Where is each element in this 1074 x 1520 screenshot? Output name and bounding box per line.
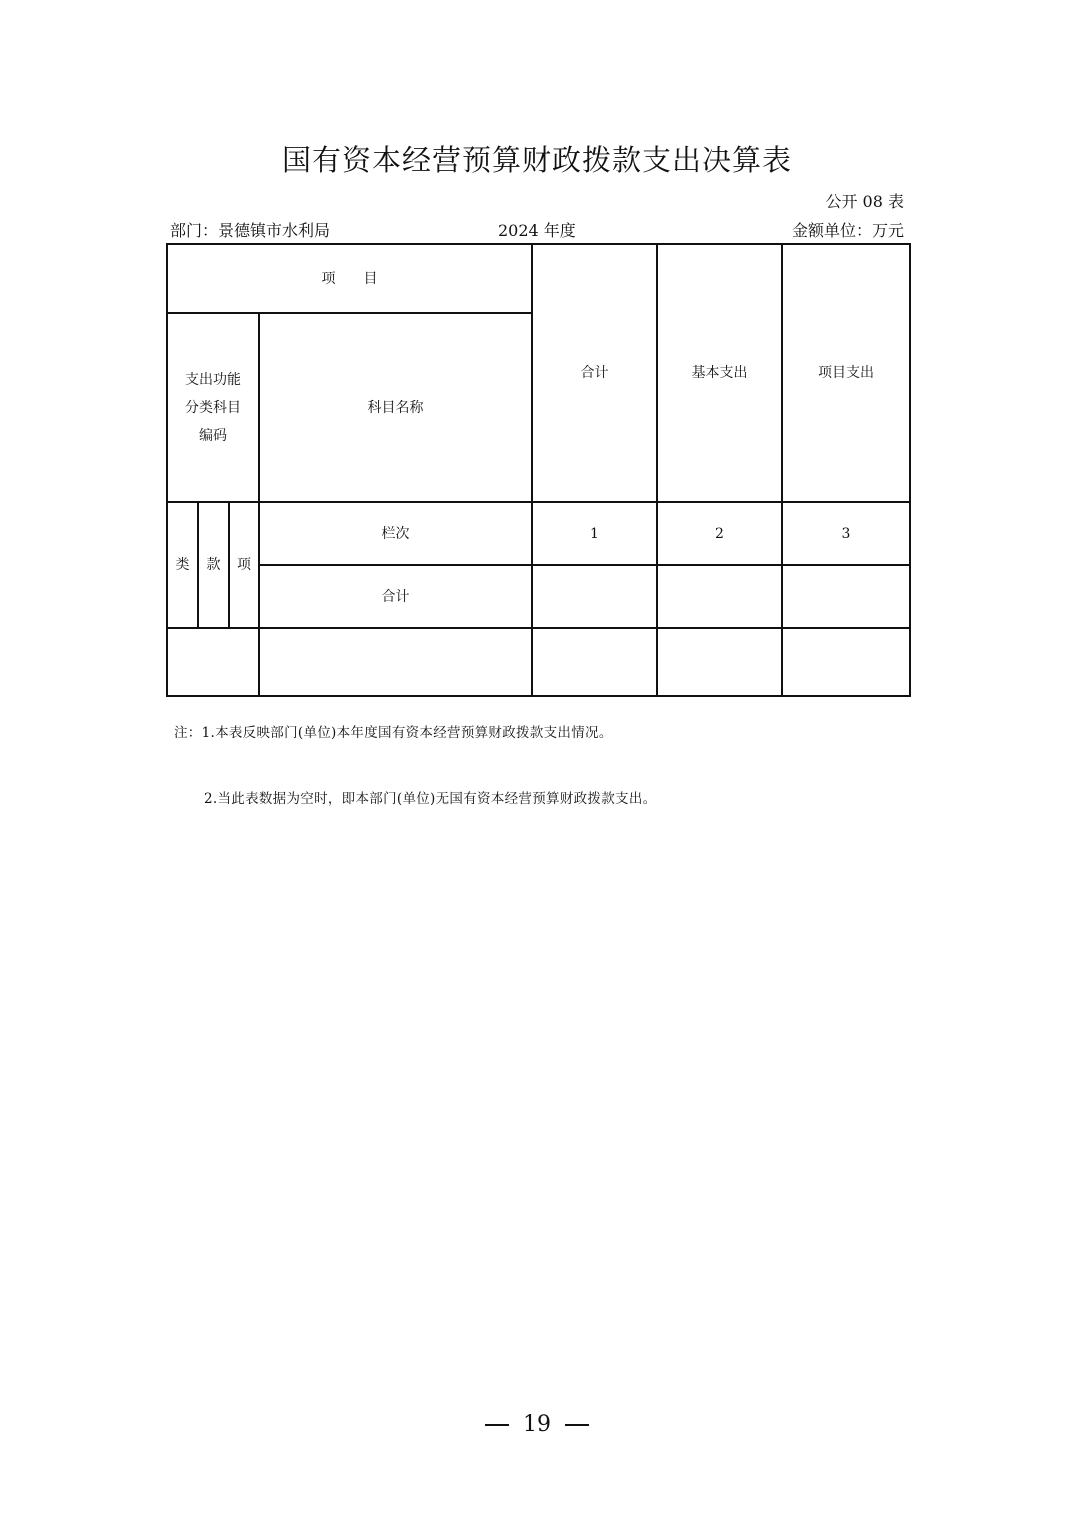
column-number-1: 1 xyxy=(532,502,657,565)
header-total: 合计 xyxy=(532,244,657,502)
empty-total-cell xyxy=(532,628,657,696)
header-code-line-1: 支出功能 xyxy=(185,371,241,388)
form-number: 公开 08 表 xyxy=(825,192,904,211)
column-number-2: 2 xyxy=(657,502,782,565)
row-total-label: 合计 xyxy=(259,565,532,628)
fiscal-year: 2024 年度 xyxy=(498,221,576,240)
note-1: 注：1.本表反映部门(单位)本年度国有资本经营预算财政拨款支出情况。 xyxy=(174,725,613,741)
page-footer xyxy=(0,1412,1074,1437)
total-cell-total xyxy=(532,565,657,628)
header-subject-name: 科目名称 xyxy=(259,313,532,502)
note-2: 2.当此表数据为空时，即本部门(单位)无国有资本经营预算财政拨款支出。 xyxy=(204,791,657,807)
empty-project-cell xyxy=(782,628,910,696)
page-title: 国有资本经营预算财政拨款支出决算表 xyxy=(281,143,792,177)
header-item: 项 目 xyxy=(167,244,532,313)
empty-name-cell xyxy=(259,628,532,696)
header-function-code xyxy=(167,313,259,502)
empty-code-cell xyxy=(167,628,259,696)
dash-left xyxy=(485,1424,509,1426)
empty-basic-cell xyxy=(657,628,782,696)
header-code-line-2: 分类科目 xyxy=(185,399,241,416)
dash-right xyxy=(565,1424,589,1426)
amount-unit: 金额单位：万元 xyxy=(791,221,904,240)
category-lei: 类 xyxy=(167,502,198,628)
header-project-expenditure: 项目支出 xyxy=(782,244,910,502)
header-basic-expenditure: 基本支出 xyxy=(657,244,782,502)
total-cell-basic xyxy=(657,565,782,628)
department-label: 部门：景德镇市水利局 xyxy=(170,221,331,240)
column-number-3: 3 xyxy=(782,502,910,565)
total-cell-project xyxy=(782,565,910,628)
row-column-label: 栏次 xyxy=(259,502,532,565)
category-kuan: 款 xyxy=(198,502,229,628)
category-xiang: 项 xyxy=(229,502,259,628)
header-code-line-3: 编码 xyxy=(199,427,227,444)
expenditure-table xyxy=(166,243,911,697)
page-number: 19 xyxy=(523,1412,551,1437)
